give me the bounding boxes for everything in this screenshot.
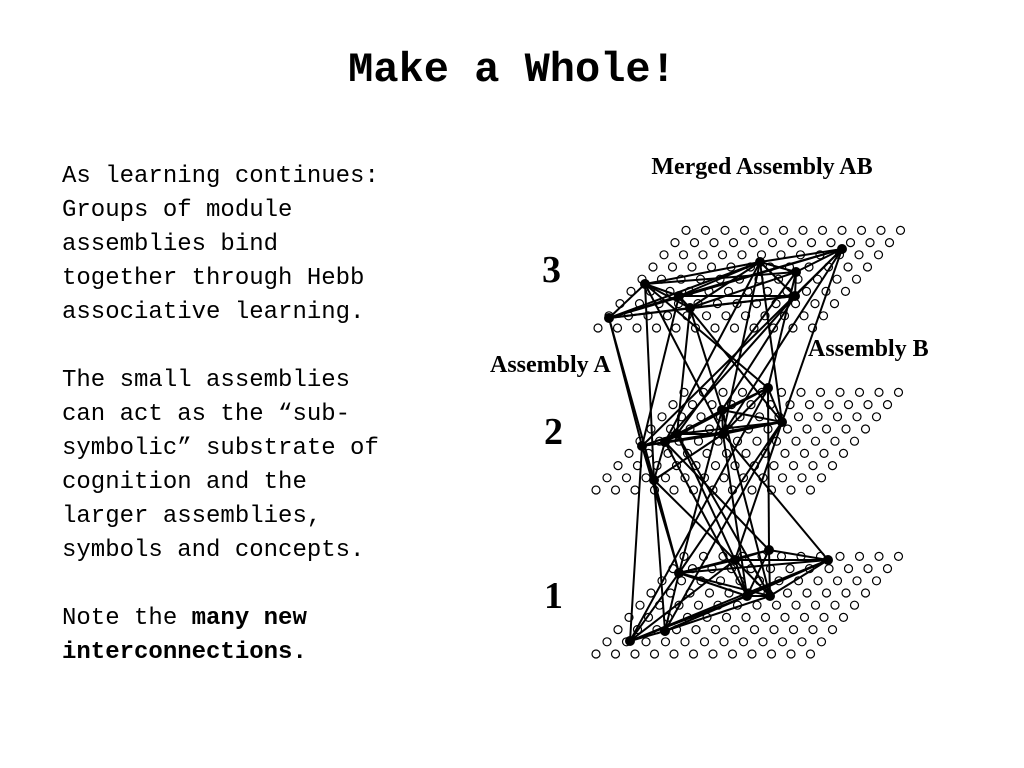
neuron-dot — [809, 626, 817, 634]
text-line: Groups of module — [62, 197, 293, 224]
neuron-dot — [820, 449, 828, 457]
neuron-dot — [692, 626, 700, 634]
neuron-dot — [653, 324, 661, 332]
neuron-dot — [594, 324, 602, 332]
neuron-dot — [730, 239, 738, 247]
neuron-dot — [749, 239, 757, 247]
neuron-dot — [784, 589, 792, 597]
active-neuron — [717, 405, 727, 415]
neuron-dot — [633, 324, 641, 332]
neuron-dot — [797, 388, 805, 396]
neuron-dot — [833, 275, 841, 283]
neuron-dot — [670, 650, 678, 658]
neuron-dot — [614, 462, 622, 470]
neuron-dot — [856, 552, 864, 560]
neuron-dot — [748, 486, 756, 494]
neuron-dot — [786, 565, 794, 573]
neuron-dot — [864, 565, 872, 573]
neuron-dot — [614, 626, 622, 634]
neuron-dot — [836, 388, 844, 396]
neuron-dot — [770, 626, 778, 634]
neuron-dot — [840, 613, 848, 621]
neuron-dot — [770, 462, 778, 470]
neuron-dot — [811, 300, 819, 308]
neuron-dot — [695, 601, 703, 609]
neuron-dot — [614, 324, 622, 332]
text-line: together through Hebb — [62, 265, 365, 292]
neuron-dot — [818, 638, 826, 646]
layer-label-2: 2 — [544, 411, 563, 453]
layer-label-1: 1 — [544, 575, 563, 617]
neuron-dot — [723, 613, 731, 621]
active-neuron — [660, 437, 670, 447]
neuron-dot — [831, 300, 839, 308]
neuron-dot — [682, 226, 690, 234]
neuron-dot — [729, 650, 737, 658]
neuron-dot — [631, 650, 639, 658]
neuron-dot — [688, 263, 696, 271]
neuron-dot — [845, 401, 853, 409]
assembly-a-label: Assembly A — [490, 352, 611, 378]
neuron-dot — [803, 425, 811, 433]
neuron-dot — [740, 638, 748, 646]
neuron-dot — [808, 239, 816, 247]
note-bold-1: many new — [191, 605, 307, 632]
neuron-dot — [762, 613, 770, 621]
neuron-dot — [701, 638, 709, 646]
neuron-dot — [851, 437, 859, 445]
neuron-dot — [801, 613, 809, 621]
active-neuron — [604, 313, 614, 323]
neuron-dot — [823, 589, 831, 597]
neuron-dot — [703, 312, 711, 320]
neuron-dot — [660, 251, 668, 259]
neuron-dot — [738, 251, 746, 259]
slide-title: Make a Whole! — [348, 46, 676, 94]
active-neuron — [649, 475, 659, 485]
neuron-dot — [711, 324, 719, 332]
neuron-dot — [706, 589, 714, 597]
neuron-dot — [884, 565, 892, 573]
neuron-dot — [664, 312, 672, 320]
active-neuron — [685, 303, 695, 313]
neuron-dot — [779, 638, 787, 646]
paragraph-note — [62, 602, 462, 670]
active-neuron — [763, 383, 773, 393]
text-line: larger assemblies, — [62, 503, 322, 530]
neuron-dot — [862, 425, 870, 433]
neuron-dot — [853, 413, 861, 421]
neuron-dot — [680, 251, 688, 259]
neuron-dot — [719, 251, 727, 259]
neuron-dot — [790, 462, 798, 470]
paragraph-assemblies — [62, 364, 462, 568]
neuron-dot — [792, 601, 800, 609]
neuron-dot — [741, 226, 749, 234]
neuron-dot — [753, 601, 761, 609]
neuron-dot — [812, 437, 820, 445]
note-bold-2: interconnections. — [62, 639, 307, 666]
neuron-dot — [829, 626, 837, 634]
neuron-dot — [858, 226, 866, 234]
neuron-dot — [681, 638, 689, 646]
neuron-dot — [873, 413, 881, 421]
neuron-dot — [856, 388, 864, 396]
neuron-dot — [823, 425, 831, 433]
active-neuron — [765, 591, 775, 601]
active-neuron — [674, 568, 684, 578]
active-neuron — [791, 267, 801, 277]
text-line: As learning continues: — [62, 163, 379, 190]
neuron-dot — [651, 650, 659, 658]
neuron-dot — [818, 474, 826, 482]
neuron-dot — [760, 226, 768, 234]
neuron-dot — [631, 486, 639, 494]
neuron-dot — [803, 589, 811, 597]
diagram-title: Merged Assembly AB — [651, 154, 873, 180]
merged-assembly-diagram — [470, 140, 990, 680]
neuron-dot — [825, 565, 833, 573]
neuron-dot — [751, 626, 759, 634]
neuron-dot — [840, 449, 848, 457]
neuron-dot — [781, 613, 789, 621]
neuron-dot — [897, 226, 905, 234]
active-neuron — [764, 545, 774, 555]
neuron-dot — [712, 626, 720, 634]
text-line: can act as the “sub- — [62, 401, 351, 428]
neuron-dot — [603, 638, 611, 646]
neuron-dot — [895, 552, 903, 560]
neuron-dot — [853, 577, 861, 585]
neuron-dot — [779, 474, 787, 482]
neuron-dot — [753, 437, 761, 445]
active-neuron — [660, 626, 670, 636]
neuron-dot — [875, 251, 883, 259]
neuron-dot — [838, 226, 846, 234]
neuron-dot — [814, 577, 822, 585]
neuron-dot — [636, 601, 644, 609]
active-neuron — [637, 441, 647, 451]
neuron-dot — [842, 589, 850, 597]
neuron-dot — [873, 577, 881, 585]
neuron-dot — [798, 638, 806, 646]
neuron-dot — [769, 239, 777, 247]
text-line — [62, 602, 462, 636]
neuron-dot — [831, 601, 839, 609]
neuron-dot — [623, 474, 631, 482]
assembly-b-label: Assembly B — [808, 336, 929, 362]
neuron-dot — [742, 449, 750, 457]
neuron-dot — [690, 650, 698, 658]
text-line: assemblies bind — [62, 231, 279, 258]
layer-label-3: 3 — [542, 249, 561, 291]
neuron-dot — [807, 650, 815, 658]
connection-line — [630, 446, 642, 641]
neuron-dot — [845, 565, 853, 573]
neuron-dot — [834, 413, 842, 421]
neuron-dot — [721, 226, 729, 234]
neuron-dot — [669, 263, 677, 271]
connection-line — [768, 388, 769, 550]
neuron-dot — [787, 650, 795, 658]
neuron-dot — [884, 401, 892, 409]
neuron-dot — [842, 425, 850, 433]
neuron-dot — [731, 324, 739, 332]
neuron-dot — [699, 251, 707, 259]
neuron-dot — [829, 462, 837, 470]
neuron-dot — [798, 474, 806, 482]
neuron-dot — [787, 486, 795, 494]
active-neuron — [837, 244, 847, 254]
neuron-dot — [820, 613, 828, 621]
neuron-dot — [709, 650, 717, 658]
neuron-dot — [862, 589, 870, 597]
neuron-dot — [662, 638, 670, 646]
neuron-dot — [612, 486, 620, 494]
neuron-dot — [819, 226, 827, 234]
neuron-dot — [739, 388, 747, 396]
neuron-dot — [814, 413, 822, 421]
neuron-dot — [792, 437, 800, 445]
active-neuron — [672, 429, 682, 439]
neuron-dot — [670, 486, 678, 494]
neuron-dot — [731, 626, 739, 634]
active-neuron — [640, 279, 650, 289]
neuron-dot — [851, 601, 859, 609]
neuron-dot — [875, 388, 883, 396]
neuron-dot — [742, 613, 750, 621]
neuron-dot — [817, 388, 825, 396]
active-neuron — [730, 555, 740, 565]
text-line: symbols and concepts. — [62, 537, 365, 564]
neuron-dot — [780, 226, 788, 234]
neuron-dot — [612, 650, 620, 658]
neuron-dot — [710, 239, 718, 247]
neuron-dot — [827, 239, 835, 247]
neuron-dot — [691, 239, 699, 247]
neuron-dot — [790, 626, 798, 634]
neuron-dot — [672, 324, 680, 332]
neuron-dot — [592, 486, 600, 494]
neuron-dot — [712, 462, 720, 470]
neuron-dot — [836, 552, 844, 560]
neuron-dot — [842, 287, 850, 295]
neuron-dot — [801, 449, 809, 457]
neuron-dot — [773, 601, 781, 609]
neuron-dot — [768, 650, 776, 658]
neuron-dot — [799, 226, 807, 234]
active-neuron — [777, 417, 787, 427]
neuron-dot — [649, 263, 657, 271]
neuron-dot — [669, 401, 677, 409]
note-prefix: Note the — [62, 605, 192, 632]
neuron-dot — [806, 401, 814, 409]
neuron-dot — [658, 413, 666, 421]
active-neuron — [718, 429, 728, 439]
neuron-dot — [864, 263, 872, 271]
neuron-dot — [853, 275, 861, 283]
neuron-dot — [807, 486, 815, 494]
neuron-dot — [831, 437, 839, 445]
neuron-dot — [877, 226, 885, 234]
text-line: The small assemblies — [62, 367, 351, 394]
neuron-dot — [875, 552, 883, 560]
neuron-dot — [592, 650, 600, 658]
body-text — [62, 160, 462, 704]
neuron-dot — [812, 601, 820, 609]
neuron-dot — [722, 312, 730, 320]
active-neuron — [742, 591, 752, 601]
neuron-dot — [895, 388, 903, 396]
text-line — [62, 636, 462, 670]
neuron-dot — [719, 388, 727, 396]
neuron-dot — [603, 474, 611, 482]
neuron-dot — [759, 638, 767, 646]
neuron-dot — [855, 251, 863, 259]
neuron-dot — [866, 239, 874, 247]
text-line: symbolic” substrate of — [62, 435, 379, 462]
neuron-dot — [795, 413, 803, 421]
active-neuron — [674, 291, 684, 301]
neuron-dot — [886, 239, 894, 247]
neuron-dot — [844, 263, 852, 271]
neuron-dot — [825, 401, 833, 409]
active-neuron — [755, 257, 765, 267]
neuron-dot — [788, 239, 796, 247]
neuron-dot — [847, 239, 855, 247]
active-neuron — [790, 291, 800, 301]
neuron-dot — [671, 239, 679, 247]
neuron-dot — [748, 650, 756, 658]
neuron-dot — [642, 474, 650, 482]
text-line: associative learning. — [62, 299, 365, 326]
neuron-dot — [864, 401, 872, 409]
neuron-dot — [781, 449, 789, 457]
neuron-dot — [642, 638, 650, 646]
active-neuron — [625, 636, 635, 646]
text-line: cognition and the — [62, 469, 307, 496]
active-neuron — [823, 555, 833, 565]
neuron-dot — [625, 449, 633, 457]
neuron-dot — [834, 577, 842, 585]
paragraph-learning — [62, 160, 462, 330]
neuron-dot — [809, 462, 817, 470]
neuron-dot — [702, 226, 710, 234]
neuron-dot — [720, 638, 728, 646]
